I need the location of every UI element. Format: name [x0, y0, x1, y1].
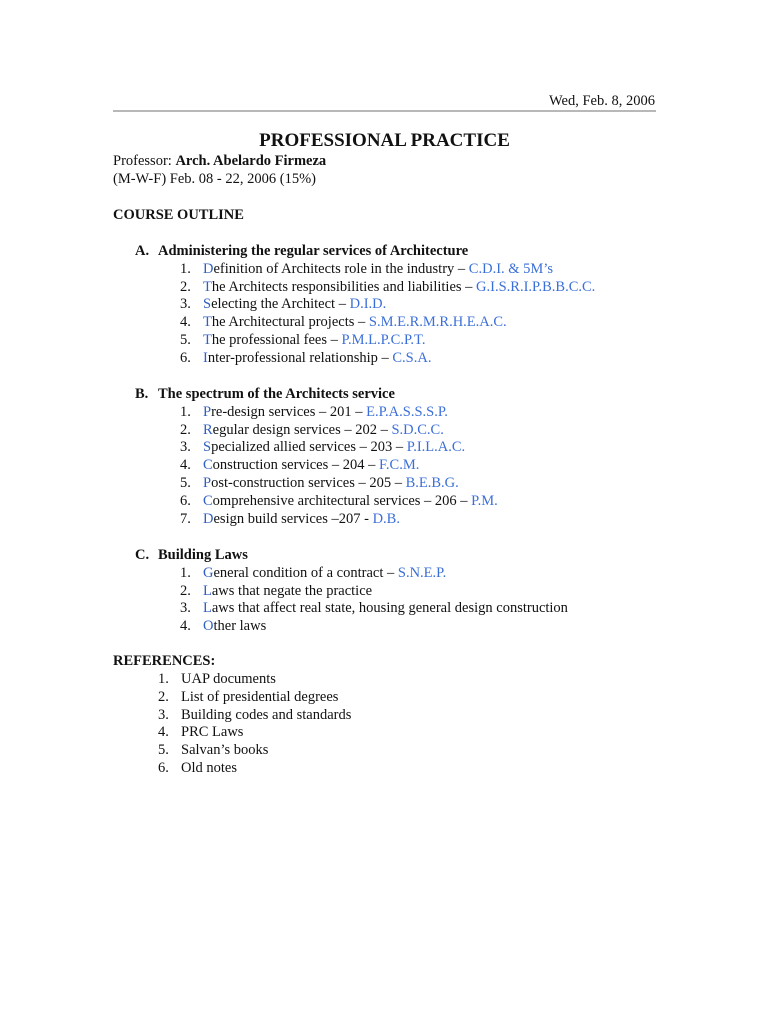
item-number: 4.	[180, 457, 191, 474]
item-initial: S	[203, 296, 212, 313]
reference-item	[113, 671, 351, 689]
reference-item	[113, 707, 351, 725]
item-number: 2.	[180, 421, 191, 438]
section-letter: B.	[135, 386, 149, 402]
item-number: 7.	[180, 510, 191, 527]
item-code: D.B.	[372, 510, 400, 527]
reference-item	[113, 724, 351, 742]
item-initial: G	[203, 564, 214, 581]
item-code: C.S.A.	[392, 349, 432, 366]
item-number: 3.	[180, 600, 191, 617]
item-text: he professional fees –	[211, 331, 342, 348]
item-code: C.D.I. & 5M’s	[468, 260, 553, 277]
section-item-list	[135, 261, 595, 368]
item-initial: S	[203, 439, 212, 456]
item-text: electing the Architect –	[211, 296, 350, 313]
list-item	[135, 350, 595, 368]
list-item	[135, 493, 498, 511]
list-item	[135, 279, 595, 297]
item-number: 5.	[158, 742, 169, 759]
reference-item	[113, 742, 351, 760]
item-initial: T	[203, 314, 212, 331]
reference-item	[113, 760, 351, 778]
item-text: egular design services – 202 –	[212, 421, 392, 438]
item-number: 1.	[158, 671, 169, 687]
item-number: 2.	[180, 278, 191, 295]
item-code: P.M.L.P.C.P.T.	[341, 331, 426, 348]
list-item	[135, 261, 595, 279]
reference-text: Old notes	[181, 759, 237, 776]
list-item	[135, 600, 568, 618]
item-number: 2.	[158, 688, 169, 705]
item-text: pecialized allied services – 203 –	[211, 439, 407, 456]
item-initial: P	[203, 403, 212, 420]
section-a	[135, 243, 595, 368]
list-item	[135, 583, 568, 601]
section-b	[135, 386, 498, 528]
item-number: 1.	[180, 260, 191, 277]
item-number: 6.	[180, 349, 191, 366]
item-number: 1.	[180, 403, 191, 420]
item-number: 6.	[158, 759, 169, 776]
item-number: 3.	[158, 706, 169, 723]
item-number: 2.	[180, 582, 191, 599]
section-c	[135, 547, 568, 636]
section-heading	[135, 243, 595, 261]
section-heading	[135, 547, 568, 565]
header-rule	[113, 110, 656, 112]
item-text: re-design services – 201 –	[211, 403, 367, 420]
section-item-list	[135, 565, 568, 636]
item-text: he Architectural projects –	[211, 314, 369, 331]
item-initial: T	[203, 278, 212, 295]
item-text: aws that affect real state, housing general design construction	[211, 600, 568, 617]
item-number: 5.	[180, 331, 191, 348]
list-item	[135, 457, 498, 475]
section-letter: A.	[135, 243, 150, 259]
item-initial: R	[203, 421, 213, 438]
item-text: ost-construction services – 205 –	[211, 474, 406, 491]
list-item	[135, 475, 498, 493]
item-initial: C	[203, 457, 213, 474]
item-initial: L	[203, 582, 212, 599]
item-code: S.N.E.P.	[397, 564, 447, 581]
item-initial: P	[203, 474, 212, 491]
list-item	[135, 314, 595, 332]
list-item	[135, 511, 498, 529]
section-heading	[135, 386, 498, 404]
item-number: 4.	[180, 618, 191, 635]
reference-text: List of presidential degrees	[181, 688, 339, 705]
item-text: aws that negate the practice	[211, 582, 373, 599]
section-title: The spectrum of the Architects service	[158, 386, 395, 402]
item-code: D.I.D.	[349, 296, 387, 313]
item-text: onstruction services – 204 –	[212, 457, 379, 474]
reference-text: Building codes and standards	[181, 706, 352, 723]
list-item	[135, 439, 498, 457]
item-number: 4.	[158, 724, 169, 741]
document-date: Wed, Feb. 8, 2006	[549, 93, 655, 109]
item-number: 3.	[180, 296, 191, 313]
item-initial: I	[203, 349, 208, 366]
item-number: 3.	[180, 439, 191, 456]
item-code: G.I.S.R.I.P.B.B.C.C.	[476, 278, 596, 295]
item-number: 5.	[180, 474, 191, 491]
professor-line	[113, 153, 326, 171]
item-text: esign build services –207 -	[213, 510, 373, 527]
item-code: B.E.B.G.	[405, 474, 459, 491]
item-code: S.M.E.R.M.R.H.E.A.C.	[368, 314, 507, 331]
page-title: PROFESSIONAL PRACTICE	[259, 130, 510, 151]
professor-label: Professor:	[113, 153, 176, 169]
section-title: Building Laws	[158, 547, 248, 563]
item-initial: D	[203, 510, 214, 527]
item-initial: C	[203, 492, 213, 509]
course-outline-heading: COURSE OUTLINE	[113, 207, 244, 223]
item-number: 6.	[180, 492, 191, 509]
list-item	[135, 332, 595, 350]
item-initial: T	[203, 331, 212, 348]
references-list	[113, 671, 351, 778]
item-initial: L	[203, 600, 212, 617]
list-item	[135, 565, 568, 583]
item-code: P.M.	[471, 492, 498, 509]
list-item	[135, 296, 595, 314]
item-code: F.C.M.	[379, 457, 420, 474]
list-item	[135, 404, 498, 422]
reference-item	[113, 689, 351, 707]
item-text: nter-professional relationship –	[207, 349, 393, 366]
item-code: P.I.L.A.C.	[406, 439, 466, 456]
item-code: E.P.A.S.S.S.P.	[366, 403, 448, 420]
item-text: efinition of Architects role in the industry –	[213, 260, 469, 277]
section-title: Administering the regular services of Architecture	[158, 243, 469, 259]
schedule-line: (M-W-F) Feb. 08 - 22, 2006 (15%)	[113, 171, 316, 187]
reference-text: Salvan’s books	[181, 742, 269, 759]
item-text: he Architects responsibilities and liabilities –	[211, 278, 477, 295]
professor-name: Arch. Abelardo Firmeza	[175, 153, 327, 169]
item-number: 1.	[180, 564, 191, 581]
section-item-list	[135, 404, 498, 529]
item-initial: D	[203, 260, 214, 277]
item-initial: O	[203, 618, 214, 635]
list-item	[135, 422, 498, 440]
item-text: ther laws	[213, 618, 267, 635]
list-item	[135, 618, 568, 636]
item-number: 4.	[180, 314, 191, 331]
references-heading: REFERENCES:	[113, 653, 216, 669]
item-text: eneral condition of a contract –	[213, 564, 398, 581]
section-letter: C.	[135, 547, 150, 563]
reference-text: UAP documents	[181, 671, 276, 687]
item-code: S.D.C.C.	[391, 421, 444, 438]
reference-text: PRC Laws	[181, 724, 244, 741]
item-text: omprehensive architectural services – 206 –	[212, 492, 472, 509]
